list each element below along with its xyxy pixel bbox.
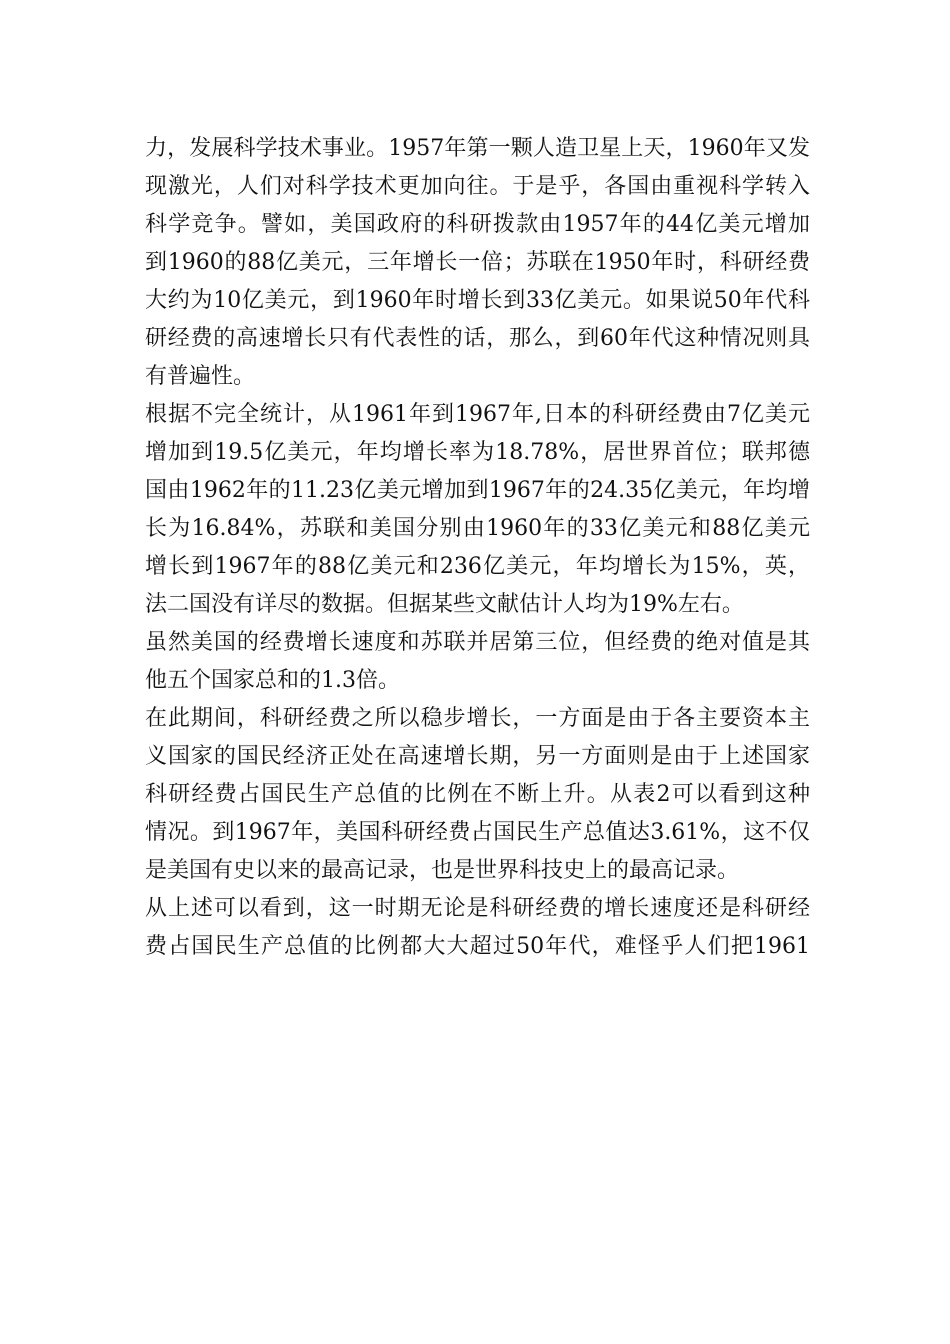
text-line: 费占国民生产总值的比例都大大超过50年代，难怪乎人们把1961 [145,934,810,959]
text-line: 他五个国家总和的1.3倍。 [145,668,400,693]
text-line: 研经费的高速增长只有代表性的话，那么，到60年代这种情况则具 [145,326,810,351]
text-line: 长为16.84%，苏联和美国分别由1960年的33亿美元和88亿美元 [145,516,810,541]
paragraph-3 [145,624,810,700]
text-line: 增长到1967年的88亿美元和236亿美元，年均增长为15%，英， [145,554,810,579]
text-line: 从上述可以看到，这一时期无论是科研经费的增长速度还是科研经 [145,896,810,921]
text-line: 到1960的88亿美元，三年增长一倍；苏联在1950年时，科研经费 [145,250,810,275]
text-line: 义国家的国民经济正处在高速增长期，另一方面则是由于上述国家 [145,744,810,769]
paragraph-1 [145,130,810,396]
text-line: 科研经费占国民生产总值的比例在不断上升。从表2可以看到这种 [145,782,810,807]
text-line: 国由1962年的11.23亿美元增加到1967年的24.35亿美元，年均增 [145,478,810,503]
document-body [145,130,810,966]
text-line: 科学竞争。譬如，美国政府的科研拨款由1957年的44亿美元增加 [145,212,810,237]
text-line: 增加到19.5亿美元，年均增长率为18.78%，居世界首位；联邦德 [145,440,810,465]
text-line: 大约为10亿美元，到1960年时增长到33亿美元。如果说50年代科 [145,288,810,313]
paragraph-5 [145,890,810,966]
text-line: 虽然美国的经费增长速度和苏联并居第三位，但经费的绝对值是其 [145,630,810,655]
text-line: 有普遍性。 [145,364,256,389]
paragraph-4 [145,700,810,890]
text-line: 在此期间，科研经费之所以稳步增长，一方面是由于各主要资本主 [145,706,810,731]
text-line: 是美国有史以来的最高记录，也是世界科技史上的最高记录。 [145,858,740,883]
text-line: 现激光，人们对科学技术更加向往。于是乎，各国由重视科学转入 [145,174,810,199]
text-line: 情况。到1967年，美国科研经费占国民生产总值达3.61%，这不仅 [145,820,810,845]
text-line: 力，发展科学技术事业。1957年第一颗人造卫星上天，1960年又发 [145,136,810,161]
text-line: 根据不完全统计，从1961年到1967年,日本的科研经费由7亿美元 [145,402,810,427]
paragraph-2 [145,396,810,624]
text-line: 法二国没有详尽的数据。但据某些文献估计人均为19%左右。 [145,592,744,617]
